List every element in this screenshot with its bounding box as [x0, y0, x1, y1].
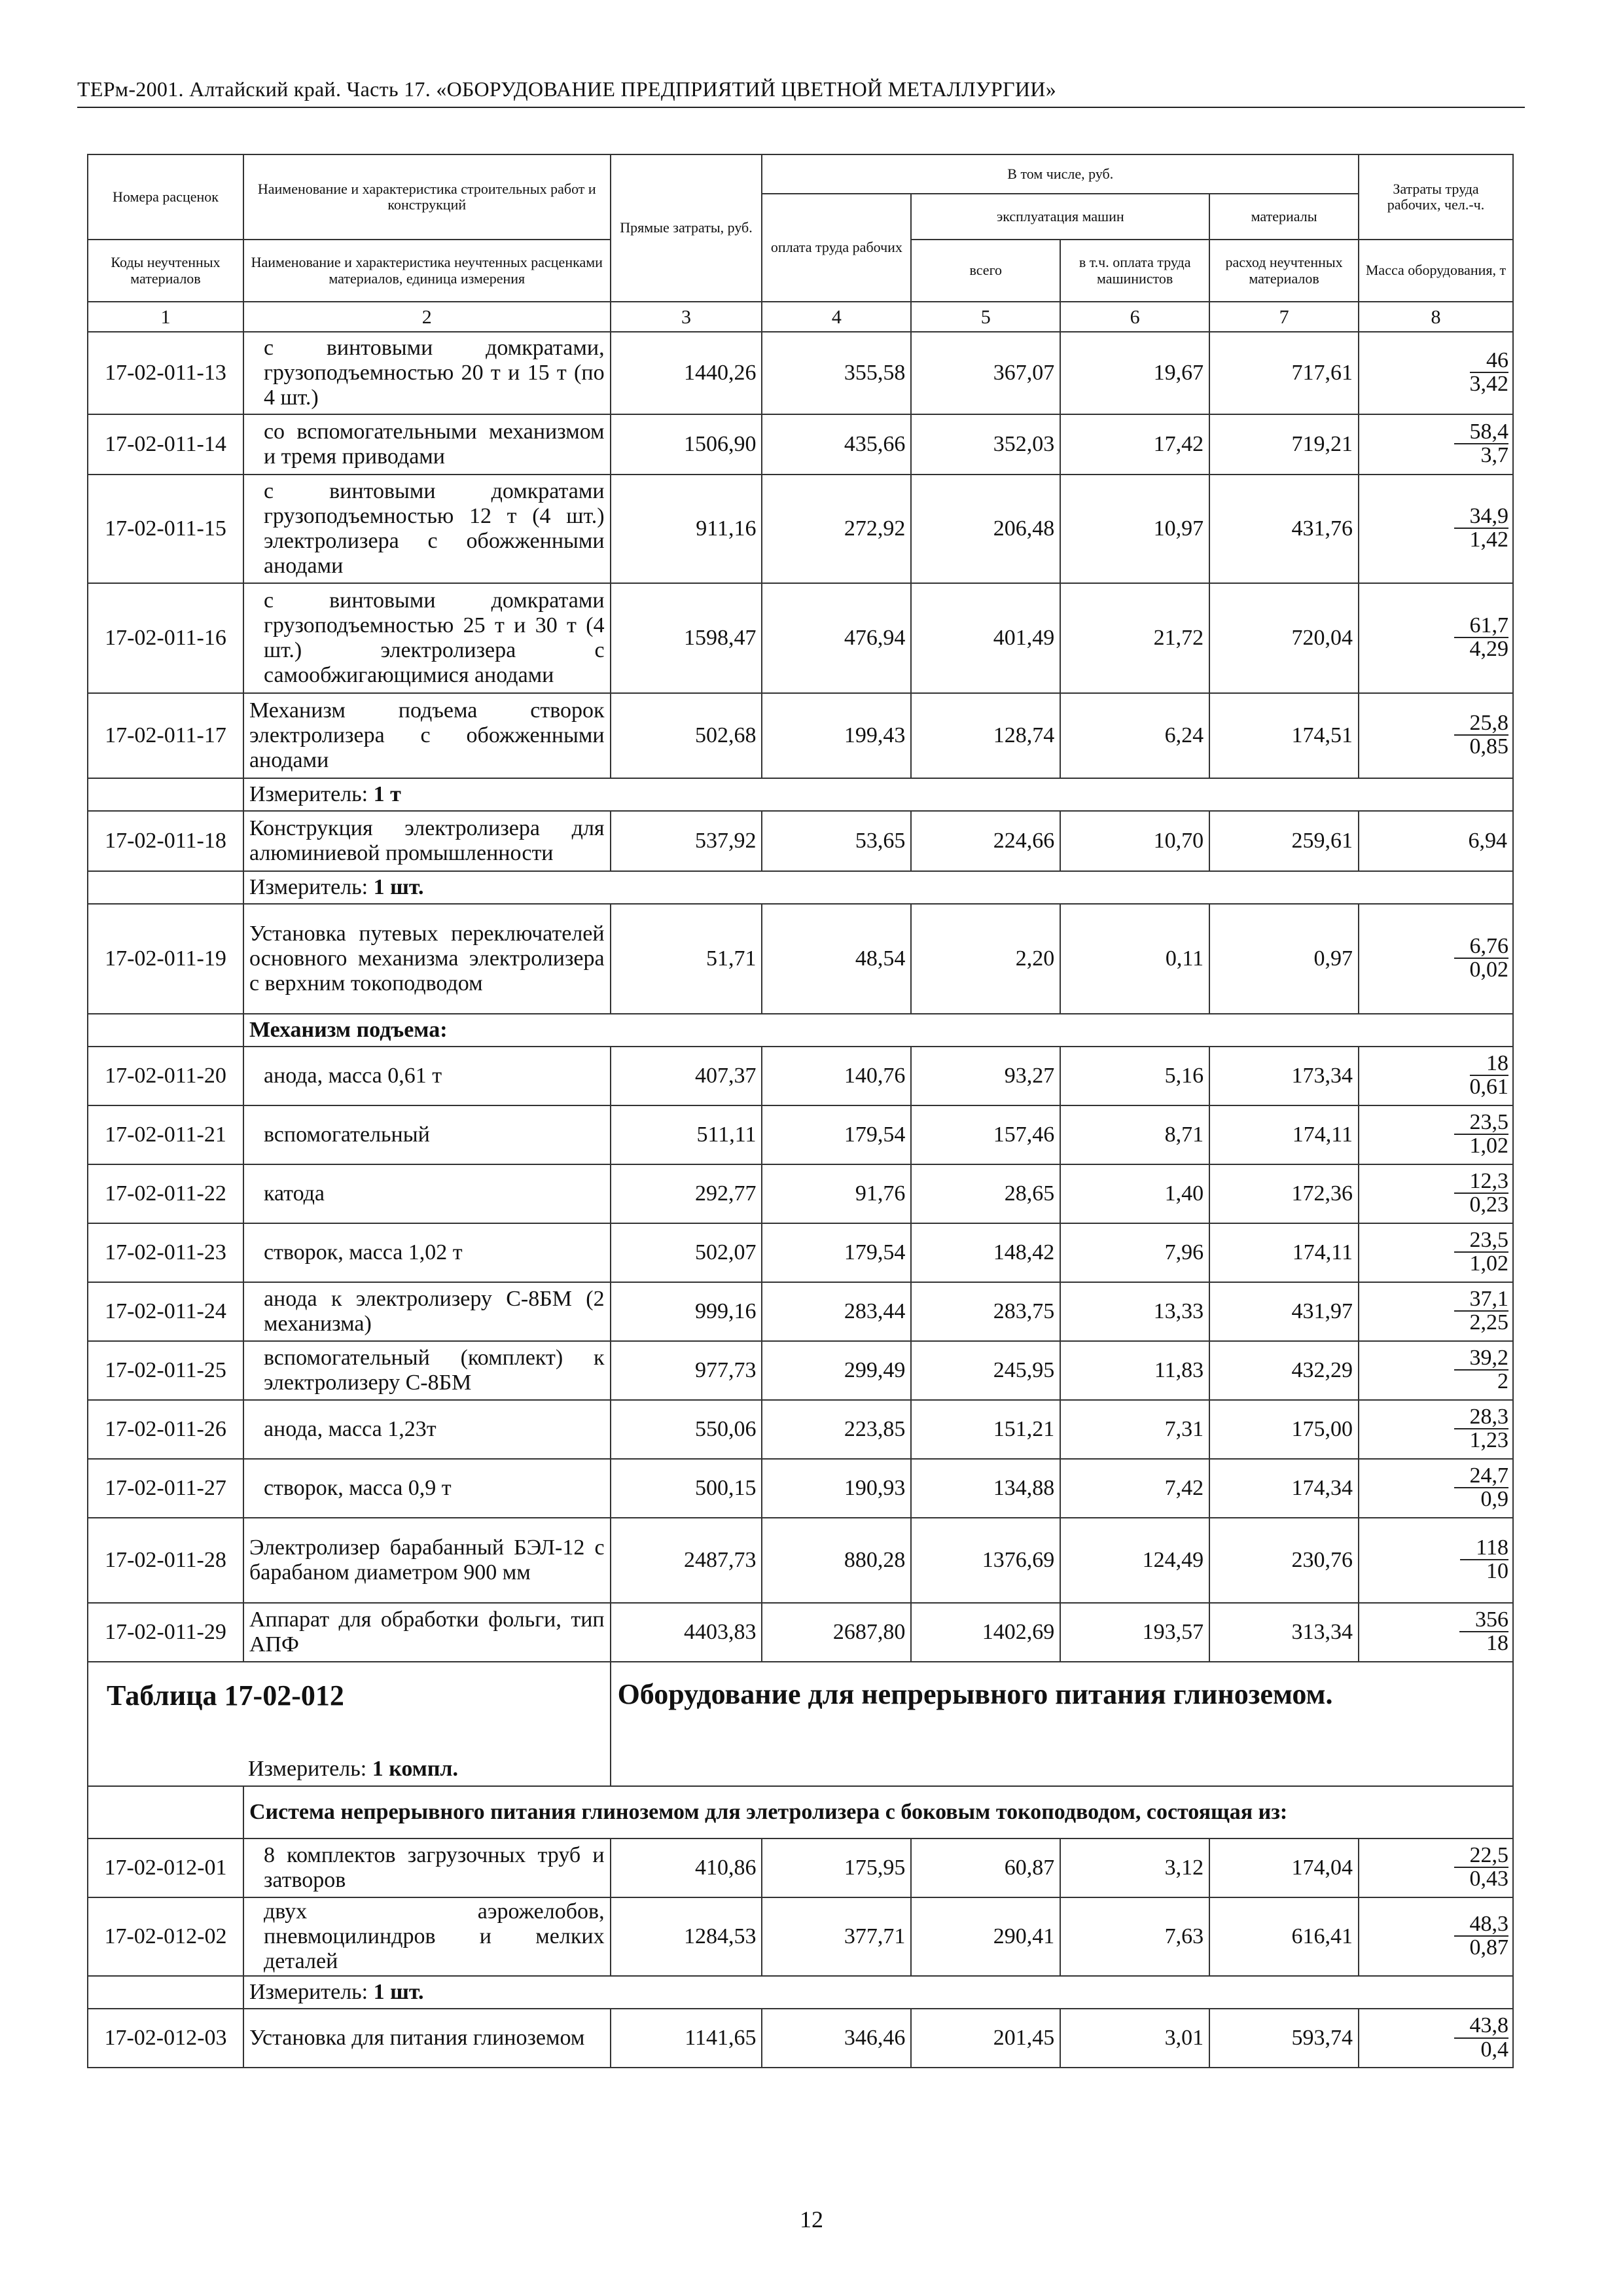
rate-code: 17-02-011-26 — [88, 1400, 243, 1459]
rate-name: со вспомогательными механизмом и тремя приводами — [243, 414, 611, 475]
labor-cost: 140,76 — [762, 1047, 911, 1105]
unit-row — [88, 871, 1513, 904]
machinist-cost: 13,33 — [1060, 1282, 1209, 1341]
col-header-labor: оплата труда рабочих — [762, 194, 911, 302]
labor-cost: 179,54 — [762, 1223, 911, 1282]
machinist-cost: 21,72 — [1060, 583, 1209, 693]
unit-prefix: Измеритель: — [248, 1756, 372, 1781]
labor-mass-fraction — [1359, 414, 1513, 475]
equipment-mass: 2 — [1497, 1369, 1508, 1394]
labor-hours: 43,8 — [1454, 2015, 1509, 2039]
materials-cost: 259,61 — [1209, 811, 1359, 871]
materials-cost: 174,34 — [1209, 1459, 1359, 1518]
equipment-mass: 18 — [1486, 1631, 1508, 1656]
labor-cost: 48,54 — [762, 904, 911, 1014]
rate-code: 17-02-012-02 — [88, 1897, 243, 1976]
labor-cost: 272,92 — [762, 475, 911, 583]
table-row — [88, 1341, 1513, 1400]
col-header-codes: Номера расценок — [88, 154, 243, 240]
rate-name: анода, масса 1,23т — [243, 1400, 611, 1459]
table-row — [88, 1518, 1513, 1603]
spacer-cell — [88, 778, 243, 811]
rate-name: с винтовыми домкратами грузоподъемностью 12 т (4 шт.) электролизера с обожженными анодами — [243, 475, 611, 583]
machine-cost: 93,27 — [911, 1047, 1060, 1105]
direct-cost: 51,71 — [611, 904, 762, 1014]
col-number: 5 — [911, 302, 1060, 332]
rate-name: Аппарат для обработки фольги, тип АПФ — [243, 1603, 611, 1662]
unit-value: 1 компл. — [372, 1756, 459, 1781]
machinist-cost: 3,12 — [1060, 1839, 1209, 1897]
equipment-mass: 1,02 — [1469, 1134, 1508, 1158]
rate-name: с винтовыми домкратами грузоподъемностью 25 т и 30 т (4 шт.) электролизера с самообжигающимися анодами — [243, 583, 611, 693]
table-row — [88, 1400, 1513, 1459]
machine-cost: 283,75 — [911, 1282, 1060, 1341]
labor-cost: 175,95 — [762, 1839, 911, 1897]
direct-cost: 537,92 — [611, 811, 762, 871]
direct-cost: 511,11 — [611, 1105, 762, 1164]
labor-hours: 58,4 — [1454, 421, 1509, 445]
table-row — [88, 475, 1513, 583]
table-row — [88, 414, 1513, 475]
machine-cost: 28,65 — [911, 1164, 1060, 1223]
machine-cost: 367,07 — [911, 332, 1060, 414]
labor-cost: 179,54 — [762, 1105, 911, 1164]
group-title: Система непрерывного питания глиноземом для элетролизера с боковым токоподводом, состоящая из: — [243, 1786, 1513, 1839]
direct-cost: 500,15 — [611, 1459, 762, 1518]
machine-cost: 134,88 — [911, 1459, 1060, 1518]
equipment-mass: 0,02 — [1469, 958, 1508, 982]
rate-name: Конструкция электролизера для алюминиевой промышленности — [243, 811, 611, 871]
col-number: 8 — [1359, 302, 1513, 332]
equipment-mass: 1,23 — [1469, 1428, 1508, 1453]
labor-hours: 28,3 — [1454, 1406, 1509, 1430]
table-row — [88, 583, 1513, 693]
table-head — [88, 154, 1513, 332]
machinist-cost: 124,49 — [1060, 1518, 1209, 1603]
equipment-mass: 3,7 — [1480, 443, 1508, 468]
spacer-cell — [88, 1786, 243, 1839]
rate-code: 17-02-011-14 — [88, 414, 243, 475]
direct-cost: 977,73 — [611, 1341, 762, 1400]
group-title: Механизм подъема: — [243, 1014, 1513, 1047]
labor-hours: 6,76 — [1454, 935, 1509, 960]
rate-name: 8 комплектов загрузочных труб и затворов — [243, 1839, 611, 1897]
labor-cost: 346,46 — [762, 2009, 911, 2068]
direct-cost: 1598,47 — [611, 583, 762, 693]
col-number: 1 — [88, 302, 243, 332]
section-title: Оборудование для непрерывного питания глиноземом. — [617, 1678, 1333, 1710]
equipment-mass: 1,42 — [1469, 528, 1508, 552]
rate-code: 17-02-011-27 — [88, 1459, 243, 1518]
direct-cost: 1506,90 — [611, 414, 762, 475]
labor-cost: 299,49 — [762, 1341, 911, 1400]
labor-cost: 880,28 — [762, 1518, 911, 1603]
labor-mass-fraction — [1359, 693, 1513, 778]
labor-mass-fraction — [1359, 475, 1513, 583]
table-row — [88, 693, 1513, 778]
labor-hours: 118 — [1460, 1537, 1508, 1561]
machine-cost: 2,20 — [911, 904, 1060, 1014]
table-row — [88, 1223, 1513, 1282]
equipment-mass: 4,29 — [1469, 637, 1508, 662]
table-section-heading — [88, 1662, 1513, 1786]
machinist-cost: 7,42 — [1060, 1459, 1209, 1518]
col-header-material-codes: Коды неучтенных материалов — [88, 240, 243, 302]
table-row — [88, 2009, 1513, 2068]
materials-cost: 174,11 — [1209, 1105, 1359, 1164]
machinist-cost: 7,63 — [1060, 1897, 1209, 1976]
direct-cost: 407,37 — [611, 1047, 762, 1105]
labor-cost: 377,71 — [762, 1897, 911, 1976]
machinist-cost: 193,57 — [1060, 1603, 1209, 1662]
col-header-labor-hours: Затраты труда рабочих, чел.-ч. — [1359, 154, 1513, 240]
rate-code: 17-02-011-15 — [88, 475, 243, 583]
machinist-cost: 1,40 — [1060, 1164, 1209, 1223]
direct-cost: 999,16 — [611, 1282, 762, 1341]
labor-hours: 23,5 — [1454, 1229, 1509, 1253]
direct-cost: 4403,83 — [611, 1603, 762, 1662]
rate-name: катода — [243, 1164, 611, 1223]
labor-mass-fraction — [1359, 1282, 1513, 1341]
section-table-number: Таблица 17-02-012 — [107, 1679, 344, 1712]
col-number: 4 — [762, 302, 911, 332]
col-number: 7 — [1209, 302, 1359, 332]
machine-cost: 206,48 — [911, 475, 1060, 583]
col-header-direct: Прямые затраты, руб. — [611, 154, 762, 302]
rate-code: 17-02-011-24 — [88, 1282, 243, 1341]
labor-mass-fraction — [1359, 1518, 1513, 1603]
rates-table — [87, 154, 1514, 2068]
machine-cost: 401,49 — [911, 583, 1060, 693]
labor-cost: 91,76 — [762, 1164, 911, 1223]
rate-name: с винтовыми домкратами, грузоподъемностью 20 т и 15 т (по 4 шт.) — [243, 332, 611, 414]
direct-cost: 1141,65 — [611, 2009, 762, 2068]
labor-mass-fraction — [1359, 1459, 1513, 1518]
table-row — [88, 1897, 1513, 1976]
spacer-cell — [88, 1976, 243, 2009]
machine-cost: 151,21 — [911, 1400, 1060, 1459]
machinist-cost: 17,42 — [1060, 414, 1209, 475]
rate-name: анода к электролизеру С-8БМ (2 механизма) — [243, 1282, 611, 1341]
materials-cost: 717,61 — [1209, 332, 1359, 414]
machinist-cost: 6,24 — [1060, 693, 1209, 778]
equipment-mass: 2,25 — [1469, 1310, 1508, 1335]
machinist-cost: 19,67 — [1060, 332, 1209, 414]
labor-cost: 190,93 — [762, 1459, 911, 1518]
equipment-mass: 0,61 — [1469, 1075, 1508, 1100]
materials-cost: 230,76 — [1209, 1518, 1359, 1603]
labor-mass-fraction — [1359, 1897, 1513, 1976]
machinist-cost: 3,01 — [1060, 2009, 1209, 2068]
machine-cost: 157,46 — [911, 1105, 1060, 1164]
labor-mass-fraction — [1359, 583, 1513, 693]
rate-code: 17-02-011-21 — [88, 1105, 243, 1164]
col-header-machinist-labor: в т.ч. оплата труда машинистов — [1060, 240, 1209, 302]
direct-cost: 502,68 — [611, 693, 762, 778]
materials-cost: 174,04 — [1209, 1839, 1359, 1897]
col-header-machines-total: всего — [911, 240, 1060, 302]
spacer-cell — [88, 871, 243, 904]
unit-prefix: Измеритель: — [249, 1980, 374, 2005]
group-row — [88, 1014, 1513, 1047]
rate-name: Механизм подъема створок электролизера с обожженными анодами — [243, 693, 611, 778]
rate-code: 17-02-011-18 — [88, 811, 243, 871]
rate-code: 17-02-011-13 — [88, 332, 243, 414]
materials-cost: 313,34 — [1209, 1603, 1359, 1662]
machinist-cost: 8,71 — [1060, 1105, 1209, 1164]
section-right — [611, 1662, 1513, 1786]
labor-hours: 61,7 — [1454, 615, 1509, 639]
labor-cost: 355,58 — [762, 332, 911, 414]
labor-hours: 22,5 — [1454, 1844, 1509, 1869]
rate-name: Установка для питания глиноземом — [243, 2009, 611, 2068]
equipment-mass: 0,23 — [1469, 1193, 1508, 1217]
rate-code: 17-02-012-01 — [88, 1839, 243, 1897]
direct-cost: 1284,53 — [611, 1897, 762, 1976]
labor-hours: 23,5 — [1454, 1111, 1509, 1136]
unit-label — [243, 871, 1513, 904]
col-number: 2 — [243, 302, 611, 332]
materials-cost: 175,00 — [1209, 1400, 1359, 1459]
table-row — [88, 1282, 1513, 1341]
rate-code: 17-02-011-23 — [88, 1223, 243, 1282]
labor-cost: 435,66 — [762, 414, 911, 475]
labor-hours: 25,8 — [1454, 712, 1509, 736]
direct-cost: 502,07 — [611, 1223, 762, 1282]
machine-cost: 352,03 — [911, 414, 1060, 475]
materials-cost: 174,51 — [1209, 693, 1359, 778]
labor-hours: 48,3 — [1454, 1913, 1509, 1937]
labor-mass-fraction — [1359, 1223, 1513, 1282]
rate-name: Установка путевых переключателей основного механизма электролизера с верхним токоподводом — [243, 904, 611, 1014]
equipment-mass: 0,4 — [1480, 2037, 1508, 2062]
materials-cost: 174,11 — [1209, 1223, 1359, 1282]
labor-mass-fraction — [1359, 1400, 1513, 1459]
materials-cost: 720,04 — [1209, 583, 1359, 693]
unit-label — [243, 1976, 1513, 2009]
col-header-machines: эксплуатация машин — [911, 194, 1209, 240]
equipment-mass: 0,87 — [1469, 1935, 1508, 1960]
table-row — [88, 1105, 1513, 1164]
equipment-mass: 1,02 — [1469, 1251, 1508, 1276]
machine-cost: 148,42 — [911, 1223, 1060, 1282]
col-header-name: Наименование и характеристика строительных работ и конструкций — [243, 154, 611, 240]
labor-hours: 356 — [1459, 1609, 1508, 1633]
materials-cost: 593,74 — [1209, 2009, 1359, 2068]
machinist-cost: 10,97 — [1060, 475, 1209, 583]
labor-mass-fraction — [1359, 1839, 1513, 1897]
machinist-cost: 11,83 — [1060, 1341, 1209, 1400]
machine-cost: 1376,69 — [911, 1518, 1060, 1603]
labor-cost: 53,65 — [762, 811, 911, 871]
labor-cost: 283,44 — [762, 1282, 911, 1341]
unit-value: 1 т — [373, 781, 401, 806]
direct-cost: 1440,26 — [611, 332, 762, 414]
rate-name: вспомогательный (комплект) к электролизеру С-8БМ — [243, 1341, 611, 1400]
labor-hours: 37,1 — [1454, 1288, 1509, 1312]
direct-cost: 550,06 — [611, 1400, 762, 1459]
rate-name: створок, масса 1,02 т — [243, 1223, 611, 1282]
col-number: 3 — [611, 302, 762, 332]
section-left — [88, 1662, 611, 1786]
direct-cost: 2487,73 — [611, 1518, 762, 1603]
unit-value: 1 шт. — [373, 874, 424, 899]
rate-name: створок, масса 0,9 т — [243, 1459, 611, 1518]
labor-cost: 223,85 — [762, 1400, 911, 1459]
labor-hours: 24,7 — [1454, 1465, 1509, 1489]
materials-cost: 431,97 — [1209, 1282, 1359, 1341]
direct-cost: 911,16 — [611, 475, 762, 583]
direct-cost: 292,77 — [611, 1164, 762, 1223]
rate-code: 17-02-012-03 — [88, 2009, 243, 2068]
materials-cost: 431,76 — [1209, 475, 1359, 583]
machinist-cost: 10,70 — [1060, 811, 1209, 871]
labor-cost: 476,94 — [762, 583, 911, 693]
rate-code: 17-02-011-22 — [88, 1164, 243, 1223]
materials-cost: 172,36 — [1209, 1164, 1359, 1223]
materials-cost: 719,21 — [1209, 414, 1359, 475]
equipment-mass: 0,9 — [1480, 1487, 1508, 1512]
machine-cost: 201,45 — [911, 2009, 1060, 2068]
col-number: 6 — [1060, 302, 1209, 332]
machine-cost: 1402,69 — [911, 1603, 1060, 1662]
equipment-mass: 0,85 — [1469, 734, 1508, 759]
table-row — [88, 1164, 1513, 1223]
machinist-cost: 7,96 — [1060, 1223, 1209, 1282]
table-row — [88, 1047, 1513, 1105]
equipment-mass: 3,42 — [1469, 372, 1508, 397]
rate-code: 17-02-011-17 — [88, 693, 243, 778]
table-row — [88, 904, 1513, 1014]
col-header-uncounted-materials: расход неучтенных материалов — [1209, 240, 1359, 302]
page-number: 12 — [800, 2206, 823, 2233]
page-header: ТЕРм-2001. Алтайский край. Часть 17. «ОБОРУДОВАНИЕ ПРЕДПРИЯТИЙ ЦВЕТНОЙ МЕТАЛЛУРГИИ» — [77, 77, 1525, 108]
rate-name: двух аэрожелобов, пневмоцилиндров и мелких деталей — [243, 1897, 611, 1976]
table-body — [88, 332, 1513, 2068]
rate-code: 17-02-011-19 — [88, 904, 243, 1014]
machinist-cost: 7,31 — [1060, 1400, 1209, 1459]
machine-cost: 60,87 — [911, 1839, 1060, 1897]
labor-mass-fraction — [1359, 1603, 1513, 1662]
labor-hours: 39,2 — [1454, 1347, 1509, 1371]
rate-name: вспомогательный — [243, 1105, 611, 1164]
table-row — [88, 332, 1513, 414]
labor-mass-fraction — [1359, 1164, 1513, 1223]
labor-mass-fraction — [1359, 1047, 1513, 1105]
unit-prefix: Измеритель: — [249, 874, 374, 899]
labor-cost: 2687,80 — [762, 1603, 911, 1662]
labor-hours: 6,94 — [1359, 811, 1513, 871]
materials-cost: 616,41 — [1209, 1897, 1359, 1976]
table-row — [88, 1839, 1513, 1897]
unit-label — [248, 1757, 458, 1782]
unit-value: 1 шт. — [373, 1980, 424, 2005]
rate-name: анода, масса 0,61 т — [243, 1047, 611, 1105]
unit-row — [88, 1976, 1513, 2009]
equipment-mass: 0,43 — [1469, 1867, 1508, 1892]
col-header-mass: Масса оборудования, т — [1359, 240, 1513, 302]
rate-code: 17-02-011-16 — [88, 583, 243, 693]
machine-cost: 128,74 — [911, 693, 1060, 778]
unit-label — [243, 778, 1513, 811]
labor-hours: 18 — [1470, 1052, 1509, 1077]
rate-code: 17-02-011-25 — [88, 1341, 243, 1400]
labor-cost: 199,43 — [762, 693, 911, 778]
labor-hours: 34,9 — [1454, 505, 1509, 529]
machine-cost: 290,41 — [911, 1897, 1060, 1976]
table-row — [88, 1459, 1513, 1518]
spacer-cell — [88, 1014, 243, 1047]
machinist-cost: 0,11 — [1060, 904, 1209, 1014]
machinist-cost: 5,16 — [1060, 1047, 1209, 1105]
materials-cost: 432,29 — [1209, 1341, 1359, 1400]
col-header-including: В том числе, руб. — [762, 154, 1359, 194]
labor-hours: 12,3 — [1454, 1170, 1509, 1194]
rate-code: 17-02-011-28 — [88, 1518, 243, 1603]
unit-prefix: Измеритель: — [249, 781, 374, 806]
labor-mass-fraction — [1359, 1105, 1513, 1164]
table-row — [88, 811, 1513, 871]
col-header-materials: материалы — [1209, 194, 1359, 240]
labor-mass-fraction — [1359, 1341, 1513, 1400]
table-row — [88, 1603, 1513, 1662]
direct-cost: 410,86 — [611, 1839, 762, 1897]
rate-code: 17-02-011-20 — [88, 1047, 243, 1105]
materials-cost: 173,34 — [1209, 1047, 1359, 1105]
col-header-material-name: Наименование и характеристика неучтенных расценками материалов, единица измерения — [243, 240, 611, 302]
column-numbers — [88, 302, 1513, 332]
unit-row — [88, 778, 1513, 811]
materials-cost: 0,97 — [1209, 904, 1359, 1014]
group-row — [88, 1786, 1513, 1839]
labor-mass-fraction — [1359, 332, 1513, 414]
rate-code: 17-02-011-29 — [88, 1603, 243, 1662]
machine-cost: 224,66 — [911, 811, 1060, 871]
rate-name: Электролизер барабанный БЭЛ-12 с барабаном диаметром 900 мм — [243, 1518, 611, 1603]
labor-hours: 46 — [1470, 350, 1509, 374]
labor-mass-fraction — [1359, 2009, 1513, 2068]
machine-cost: 245,95 — [911, 1341, 1060, 1400]
equipment-mass: 10 — [1486, 1559, 1508, 1584]
labor-mass-fraction — [1359, 904, 1513, 1014]
